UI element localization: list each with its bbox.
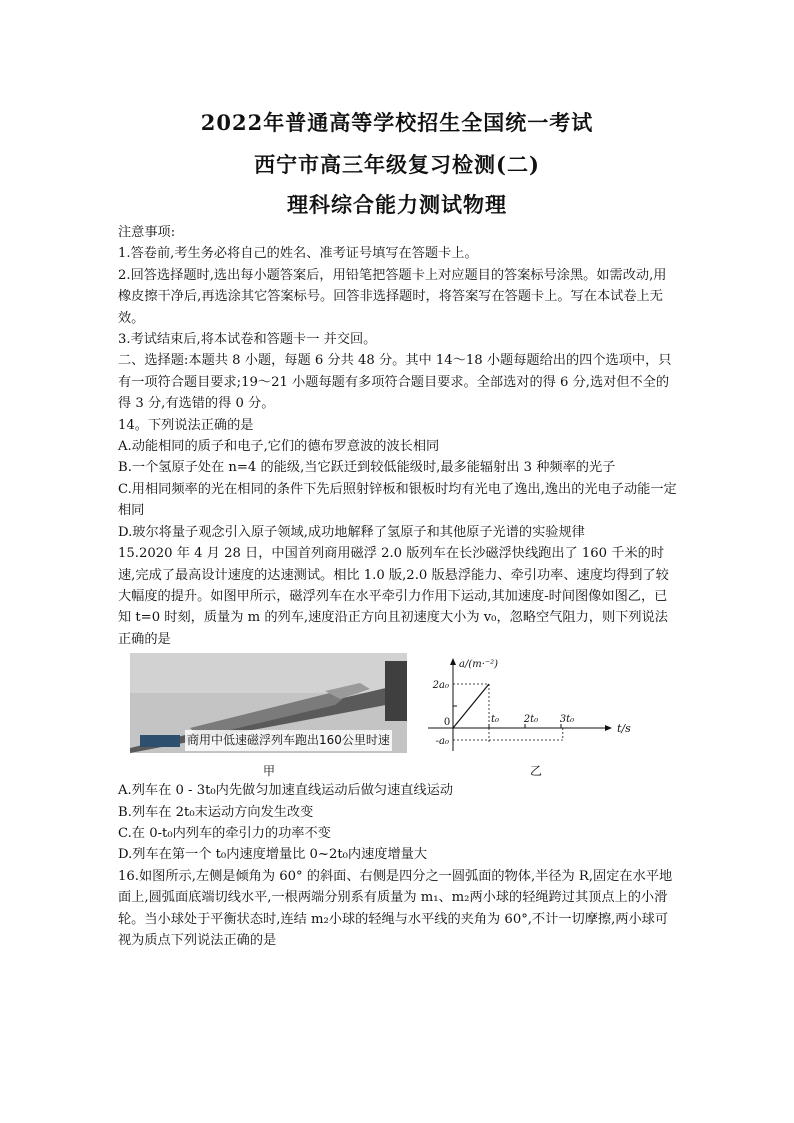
origin-label: 0 [443, 717, 451, 729]
photo-caption: 商用中低速磁浮列车跑出160公里时速 [185, 730, 392, 751]
q15-stem: 15.2020 年 4 月 28 日，中国首列商用磁浮 2.0 版列车在长沙磁浮快线跑出了 160 千米的时速,完成了最高设计速度的达速测试。相比 1.0 版,2.0 版悬浮能力、牵引功率、速度均得到了较大幅度的提升。如图甲所示，磁浮列车在水平牵引力作用下运动,其加速度-时间图像如图乙，已知 t=0 时刻，质量为 m 的列车,速度沿正方向且初速度大小为 v₀，忽略空气阻力，则下列说法正确的是 [118, 546, 669, 647]
figure-label-jia: 甲 [263, 764, 276, 779]
notice-item-2: 2.回答选择题时,选出每小题答案后，用铅笔把答题卡上对应题目的答案标号涂黑。如需改动,用橡皮擦干净后,再选涂其它答案标号。回答非选择题时，将答案写在答题卡上。写在本试卷上无效。 [118, 267, 667, 326]
q15-figures [118, 653, 678, 779]
figure-label-yi: 乙 [530, 764, 543, 779]
x-axis-label: t/s [617, 722, 631, 736]
q14-option-a: A.动能相同的质子和电子,它们的德布罗意波的波长相同 [118, 439, 440, 455]
notice-item-3: 3.考试结束后,将本试卷和答题卡一 并交回。 [118, 332, 377, 348]
x-tick-label-2: 2t₀ [523, 714, 539, 726]
section-heading: 二、选择题:本题共 8 小题，每题 6 分共 48 分。其中 14～18 小题每题给出的四个选项中，只有一项符合题目要求;19～21 小题每题有多项符合题目要求。全部选对的得 6 分,选对但不全的得 3 分,有选错的得 0 分。 [118, 353, 672, 412]
q16-stem: 16.如图所示,左侧是倾角为 60° 的斜面、右侧是四分之一圆弧面的物体,半径为 R,固定在水平地面上,圆弧面底端切线水平,一根两端分别系有质量为 m₁、m₂两小球的轻绳跨过其顶点上的小滑轮。当小球处于平衡状态时,连结 m₂小球的轻绳与水平线的夹角为 60°,不计一切摩擦,两小球可视为质点下列说法正确的是 [118, 868, 673, 948]
exam-subject-title: 理科综合能力测试物理 [287, 192, 507, 217]
q14-option-d: D.玻尔将量子观念引入原子领域,成功地解释了氢原子和其他原子光谱的实验规律 [118, 524, 585, 540]
y-tick-label-2a0: 2a₀ [432, 680, 449, 692]
x-tick-label-1: t₀ [490, 714, 500, 726]
exam-body [118, 222, 678, 951]
notice-item-1: 1.答卷前,考生务必将自己的姓名、准考证号填写在答题卡上。 [118, 246, 478, 262]
y-tick-label-neg-a0: -a₀ [435, 736, 449, 748]
q14-option-b: B.一个氢原子处在 n=4 的能级,当它跃迁到较低能级时,最多能辐射出 3 种频率的光子 [118, 460, 616, 476]
x-axis-arrow [605, 725, 612, 731]
notice-heading: 注意事项: [118, 225, 176, 240]
maglev-train-photo [130, 653, 407, 753]
q15-option-c: C.在 0-t₀内列车的牵引力的功率不变 [118, 825, 331, 841]
y-axis-label: a/(m·⁻²) [459, 659, 499, 671]
acceleration-time-graph [423, 653, 653, 758]
series-line-0 [453, 684, 489, 728]
q15-option-b: B.列车在 2t₀末运动方向发生改变 [118, 804, 314, 820]
x-tick-label-3: 3t₀ [559, 714, 575, 726]
q15-option-a: A.列车在 0 - 3t₀内先做匀加速直线运动后做匀速直线运动 [118, 783, 454, 799]
exam-title: 2022年普通高等学校招生全国统一考试 [200, 110, 594, 135]
q14-option-c: C.用相同频率的光在相同的条件下先后照射锌板和银板时均有光电了逸出,逸出的光电子动能一定相同 [118, 481, 677, 519]
exam-subtitle: 西宁市高三年级复习检测(二) [254, 152, 540, 177]
y-axis-arrow [450, 658, 456, 665]
q15-option-d: D.列车在第一个 t₀内速度增量比 0~2t₀内速度增量大 [118, 847, 428, 863]
q14-stem: 14。下列说法正确的是 [118, 417, 254, 433]
